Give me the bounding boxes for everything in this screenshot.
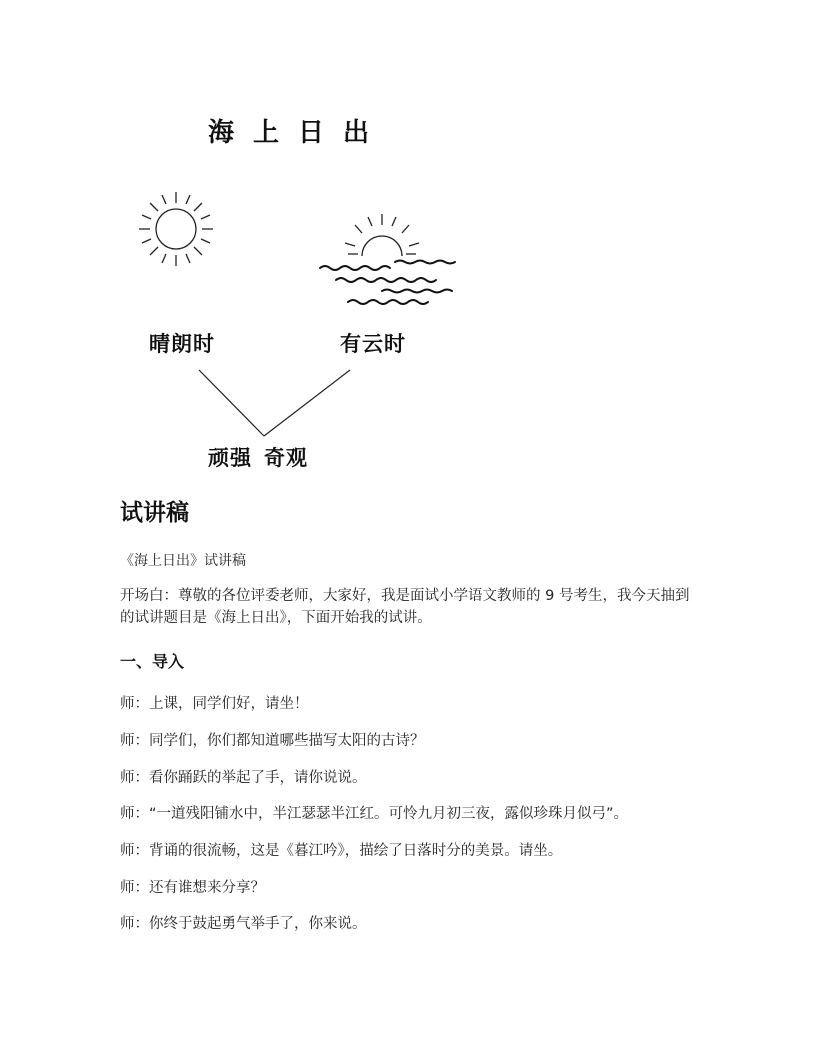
dialog-line: 师：看你踊跃的举起了手，请你说说。: [120, 770, 367, 786]
board-drawing: [0, 0, 816, 520]
board-label-wonder: 奇观: [264, 445, 308, 470]
heading-introduction: 一、导入: [120, 652, 185, 671]
cloudy-sun-icon: [345, 214, 419, 256]
board-label-sunny: 晴朗时: [149, 331, 215, 356]
clear-sun-icon: [139, 192, 213, 266]
dialog-line: 师：“一道残阳铺水中，半江瑟瑟半江红。可怜九月初三夜，露似珍珠月似弓”。: [120, 806, 629, 822]
board-title: 海上日出: [208, 118, 389, 148]
dialog-line: 师：同学们，你们都知道哪些描写太阳的古诗？: [120, 733, 425, 749]
connector-left-line: [199, 370, 264, 436]
dialog-line: 师：你终于鼓起勇气举手了，你来说。: [120, 916, 367, 932]
intro-paragraph: 开场白：尊敬的各位评委老师，大家好，我是面试小学语文教师的 9 号考生，我今天抽到的试讲题目是《海上日出》，下面开始我的试讲。: [120, 588, 690, 626]
dialog-line: 师：上课，同学们好，请坐！: [120, 696, 309, 712]
board-label-cloudy: 有云时: [340, 331, 406, 356]
dialog-line: 师：背诵的很流畅，这是《暮江吟》，描绘了日落时分的美景。请坐。: [120, 843, 563, 859]
board-label-tenacious: 顽强: [208, 445, 252, 470]
doc-title: 《海上日出》试讲稿: [120, 553, 246, 569]
connector-right-line: [264, 370, 350, 436]
section-title: 试讲稿: [120, 500, 189, 526]
board-label-summary: [208, 442, 308, 472]
wave-clouds-icon: [320, 261, 455, 305]
dialog-line: 师：还有谁想来分享？: [120, 880, 265, 896]
